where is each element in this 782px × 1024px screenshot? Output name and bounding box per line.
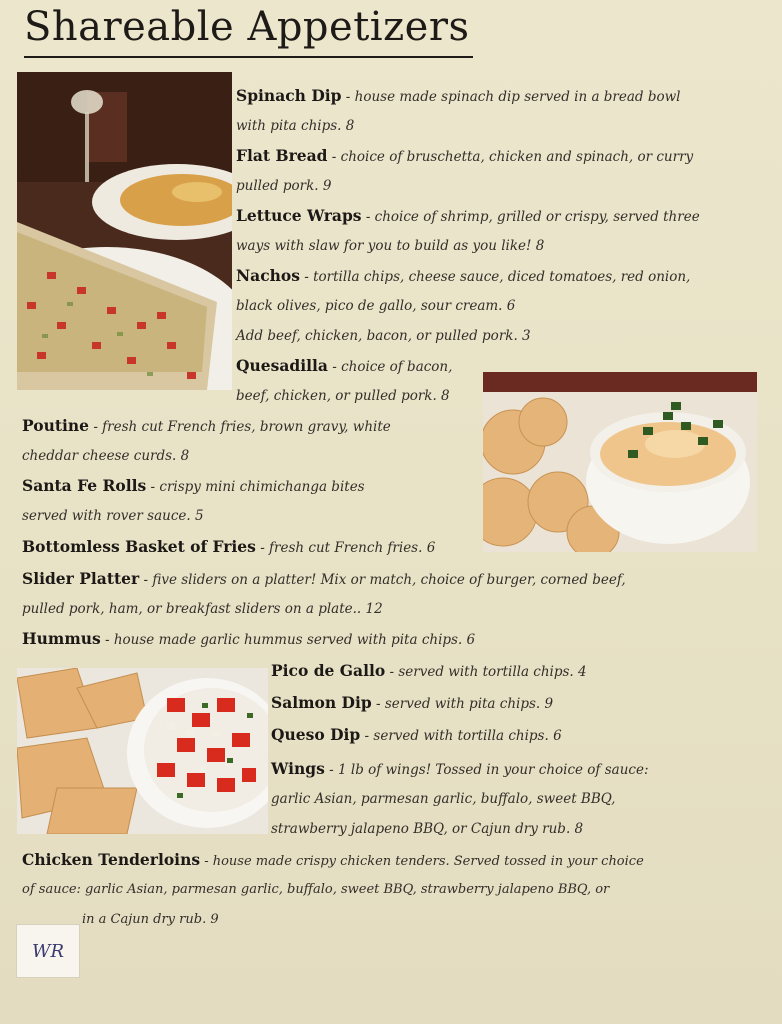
item-name: Flat Bread — [236, 146, 328, 165]
item-name: Nachos — [236, 266, 300, 285]
menu-item-flat-bread — [236, 141, 693, 172]
item-name: Quesadilla — [236, 356, 328, 375]
menu-item-quesadilla — [236, 351, 452, 382]
menu-item-santa-fe-rolls — [22, 471, 365, 502]
item-desc-line: beef, chicken, or pulled pork. 8 — [236, 388, 450, 404]
item-desc: - fresh cut French fries, brown gravy, white — [89, 419, 391, 435]
item-desc-line: ways with slaw for you to build as you like! 8 — [236, 238, 545, 254]
item-name: Lettuce Wraps — [236, 206, 362, 225]
item-name: Wings — [271, 759, 325, 778]
menu-item-bottomless-fries — [22, 532, 435, 563]
item-desc: - served with tortilla chips. 4 — [385, 664, 587, 680]
item-desc-line: of sauce: garlic Asian, parmesan garlic, buffalo, sweet BBQ, strawberry jalapeno BBQ, or — [22, 882, 610, 897]
item-desc: - house made spinach dip served in a bread bowl — [341, 89, 681, 105]
item-desc-line: cheddar cheese curds. 8 — [22, 448, 190, 464]
initials-stamp: WR — [16, 924, 80, 978]
item-name: Salmon Dip — [271, 693, 372, 712]
item-desc: - five sliders on a platter! Mix or match, choice of burger, corned beef, — [139, 572, 626, 588]
item-desc: - choice of bruschetta, chicken and spinach, or curry — [327, 149, 694, 165]
item-desc: - fresh cut French fries. 6 — [255, 540, 436, 556]
item-desc: - choice of bacon, — [327, 359, 453, 375]
flatbread-photo — [17, 72, 232, 390]
item-desc-line: in a Cajun dry rub. 9 — [82, 912, 219, 927]
item-desc-line: black olives, pico de gallo, sour cream. 6 — [236, 298, 516, 314]
item-name: Chicken Tenderloins — [22, 850, 201, 869]
item-name: Bottomless Basket of Fries — [22, 537, 256, 556]
item-desc: - served with tortilla chips. 6 — [360, 728, 562, 744]
item-name: Queso Dip — [271, 725, 361, 744]
menu-item-lettuce-wraps — [236, 201, 700, 232]
item-name: Hummus — [22, 629, 101, 648]
menu-item-pico-de-gallo — [271, 656, 587, 687]
item-name: Poutine — [22, 416, 90, 435]
item-desc: - served with pita chips. 9 — [371, 696, 554, 712]
item-desc: - house made garlic hummus served with pita chips. 6 — [100, 632, 476, 648]
item-desc: - tortilla chips, cheese sauce, diced tomatoes, red onion, — [299, 269, 691, 285]
menu-item-hummus — [22, 624, 475, 655]
item-desc-line: garlic Asian, parmesan garlic, buffalo, sweet BBQ, — [271, 791, 616, 807]
item-desc: - choice of shrimp, grilled or crispy, served three — [361, 209, 700, 225]
menu-item-slider-platter — [22, 564, 626, 595]
item-name: Slider Platter — [22, 569, 140, 588]
menu-item-chicken-tenderloins — [22, 845, 644, 877]
item-desc: - 1 lb of wings! Tossed in your choice of sauce: — [324, 762, 649, 778]
menu-item-wings — [271, 754, 649, 785]
menu-item-spinach-dip — [236, 81, 681, 112]
pico-photo — [17, 668, 268, 834]
item-desc: - crispy mini chimichanga bites — [146, 479, 365, 495]
item-desc-line: pulled pork. 9 — [236, 178, 332, 194]
hummus-photo — [483, 372, 757, 552]
item-desc-line: with pita chips. 8 — [236, 118, 355, 134]
item-name: Spinach Dip — [236, 86, 342, 105]
menu-item-poutine — [22, 411, 391, 442]
item-desc-line: Add beef, chicken, bacon, or pulled pork. 3 — [236, 328, 531, 344]
item-name: Pico de Gallo — [271, 661, 386, 680]
item-desc-line: strawberry jalapeno BBQ, or Cajun dry rub. 8 — [271, 821, 584, 837]
page-title: Shareable Appetizers — [24, 0, 473, 58]
menu-item-queso-dip — [271, 720, 562, 751]
menu-item-salmon-dip — [271, 688, 553, 719]
menu-item-nachos — [236, 261, 690, 292]
item-name: Santa Fe Rolls — [22, 476, 147, 495]
item-desc-line: pulled pork, ham, or breakfast sliders on a plate.. 12 — [22, 601, 383, 617]
item-desc-line: served with rover sauce. 5 — [22, 508, 204, 524]
item-desc: - house made crispy chicken tenders. Served tossed in your choice — [200, 854, 644, 869]
